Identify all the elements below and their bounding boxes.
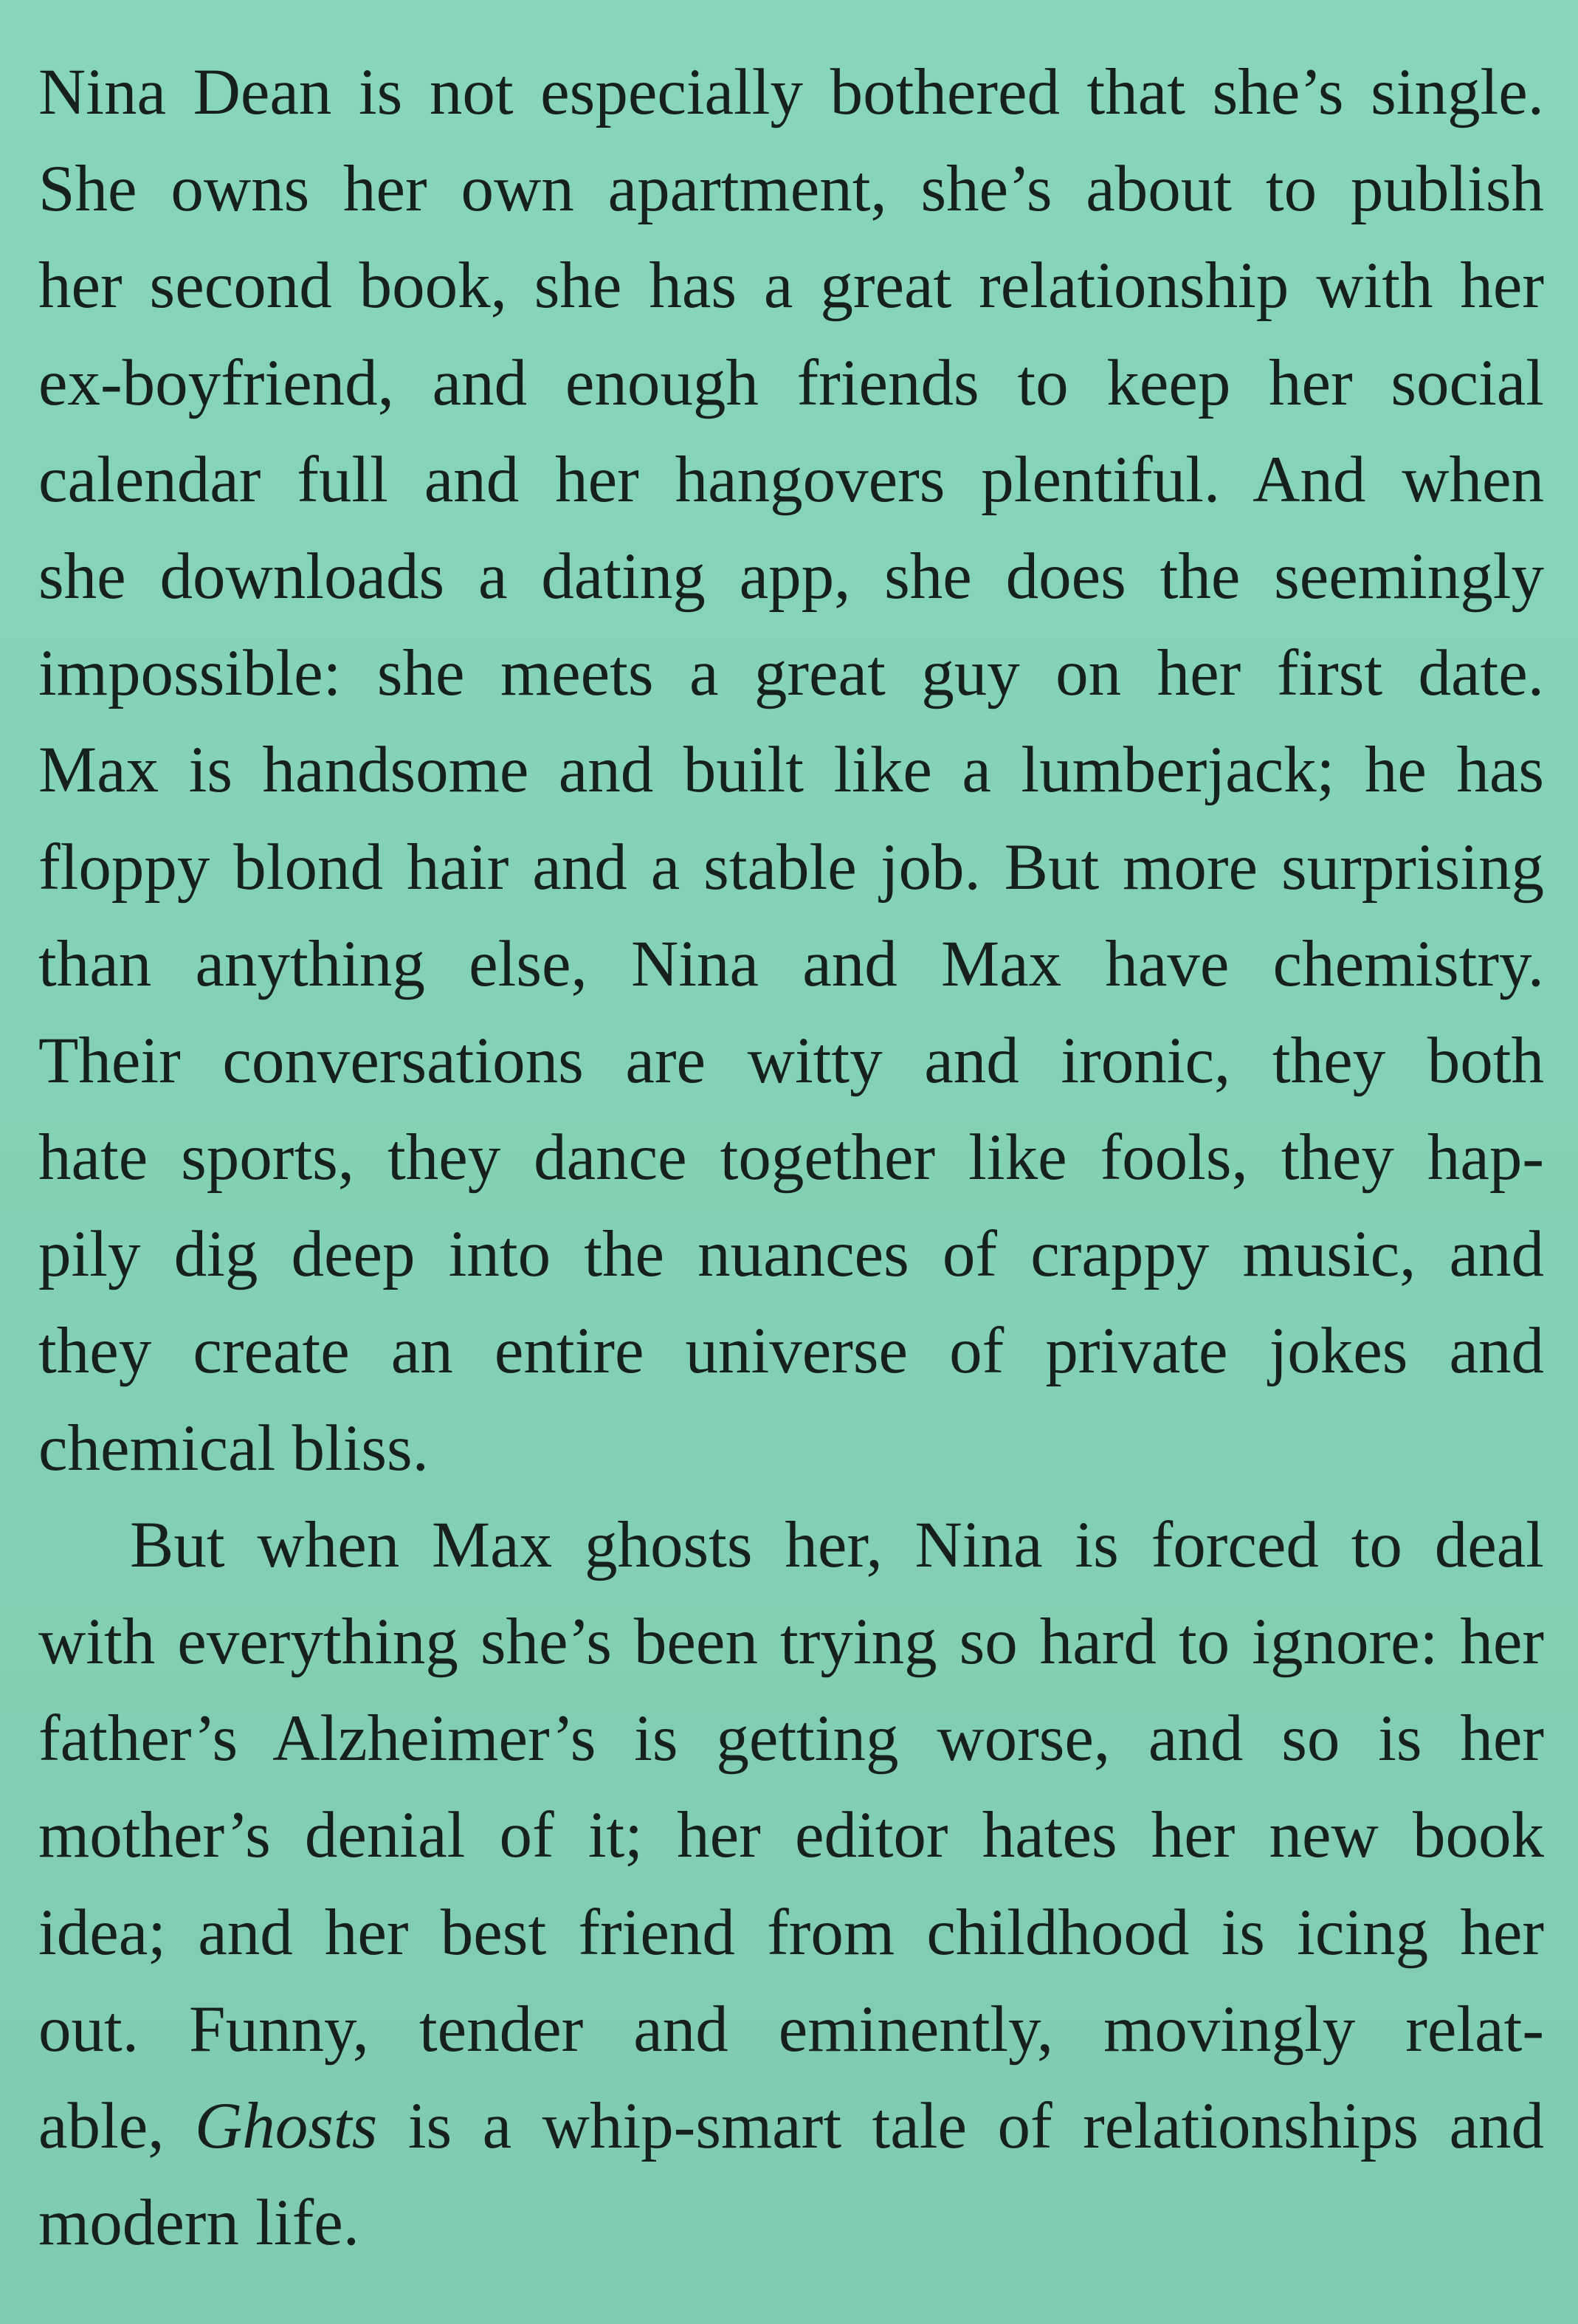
text-line: Max is handsome and built like a lumberjack; he has [38,734,1544,807]
text-line: father’s Alzheimer’s is getting worse, and so is her [38,1702,1544,1775]
text-fragment: is a whip-smart tale of relationships and [377,2089,1545,2162]
text-line: hate sports, they dance together like fools, they hap- [38,1121,1544,1194]
text-line: idea; and her best friend from childhood is icing her [38,1896,1544,1969]
text-line: But when Max ghosts her, Nina is forced to deal [130,1508,1544,1581]
text-line: her second book, she has a great relationship with her [38,250,1544,323]
text-fragment: able, [38,2089,195,2162]
text-line: impossible: she meets a great guy on her first date. [38,637,1544,710]
text-line: Nina Dean is not especially bothered that she’s single. [38,56,1544,128]
text-line: with everything she’s been trying so hard to ignore: her [38,1606,1544,1678]
book-title: Ghosts [195,2089,378,2162]
text-line: mother’s denial of it; her editor hates her new book [38,1799,1544,1872]
book-blurb [38,44,1544,2272]
text-line: than anything else, Nina and Max have chemistry. [38,927,1544,1000]
text-line: chemical bliss. [38,1412,429,1485]
text-line: calendar full and her hangovers plentiful. And when [38,443,1544,516]
paragraph-2 [38,1497,1544,2272]
text-line: pily dig deep into the nuances of crappy music, and [38,1218,1544,1291]
text-line: floppy blond hair and a stable job. But more surprising [38,831,1544,904]
text-line: modern life. [38,2187,359,2260]
text-line: Their conversations are witty and ironic, they both [38,1024,1544,1097]
text-line [38,2078,1544,2175]
paragraph-1 [38,44,1544,1497]
text-line: she downloads a dating app, she does the seemingly [38,540,1544,613]
text-line: She owns her own apartment, she’s about to publish [38,153,1544,226]
text-line: ex-boyfriend, and enough friends to keep her social [38,346,1544,419]
text-line: out. Funny, tender and eminently, movingly relat- [38,1993,1544,2066]
text-line: they create an entire universe of private jokes and [38,1315,1544,1388]
